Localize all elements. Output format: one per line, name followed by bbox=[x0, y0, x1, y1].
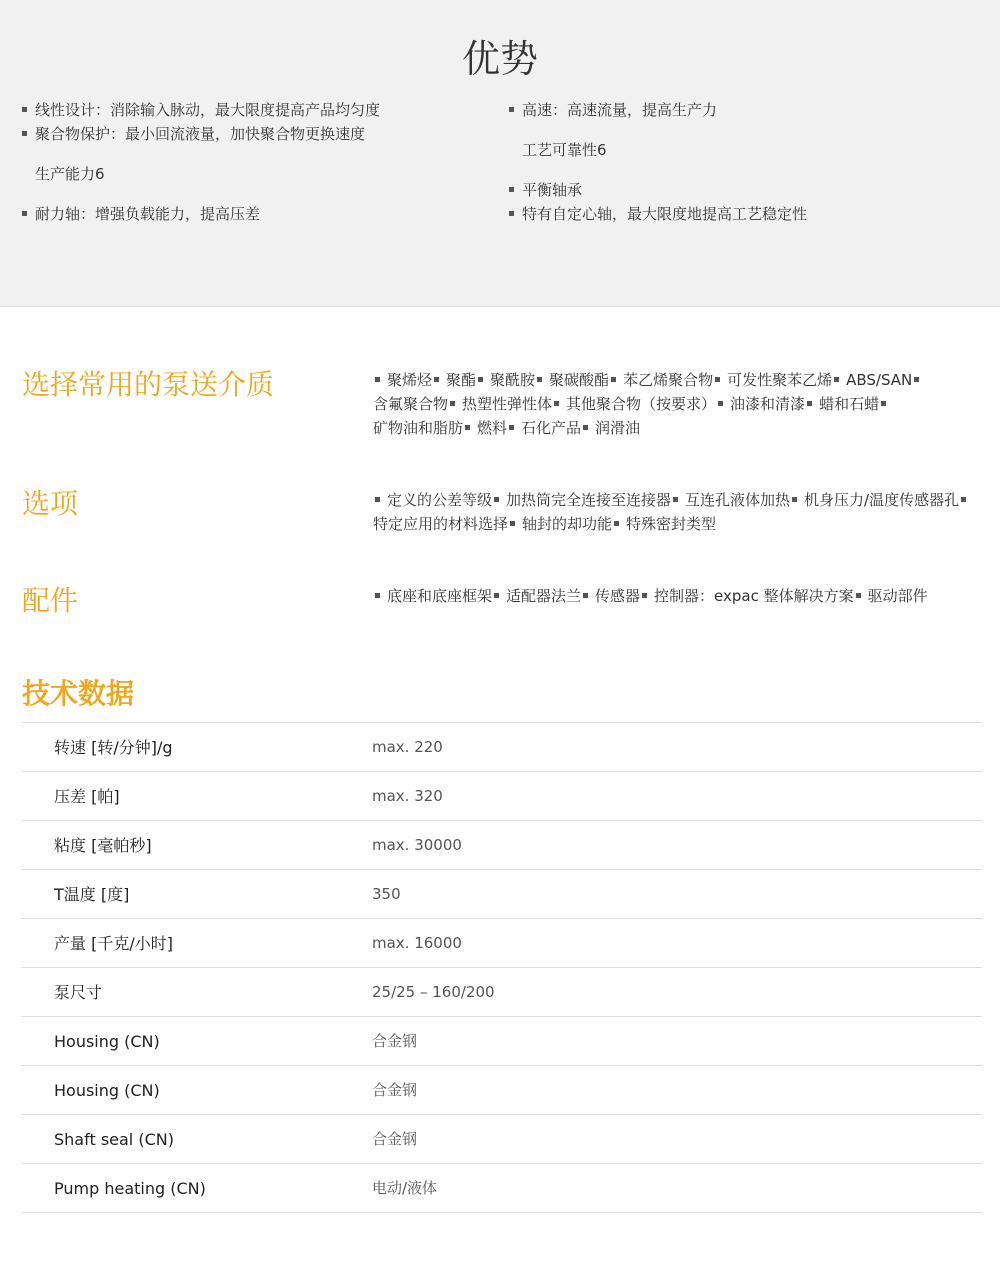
advantage-subheading: 工艺可靠性6 bbox=[522, 141, 607, 159]
bullet-square-icon bbox=[914, 377, 919, 382]
tech-value: max. 16000 bbox=[372, 934, 462, 952]
tag-item: 可发性聚苯乙烯 bbox=[727, 371, 833, 389]
tag-item: 底座和底座框架 bbox=[387, 587, 493, 605]
table-row bbox=[22, 968, 982, 1017]
table-row bbox=[22, 723, 982, 772]
accessories-tag-list bbox=[373, 584, 978, 608]
bullet-square-icon bbox=[642, 593, 647, 598]
table-row bbox=[22, 1164, 982, 1213]
tag-item: 苯乙烯聚合物 bbox=[623, 371, 714, 389]
advantage-item: 高速：高速流量，提高生产力 bbox=[509, 98, 989, 122]
options-tag-list bbox=[373, 488, 978, 536]
tech-label: 压差 [帕] bbox=[54, 787, 120, 806]
tag-item: ABS/SAN bbox=[846, 371, 913, 389]
table-row bbox=[22, 772, 982, 821]
bullet-square-icon bbox=[375, 593, 380, 598]
table-row bbox=[22, 1066, 982, 1115]
tag-item: 特定应用的材料选择 bbox=[373, 515, 509, 533]
bullet-square-icon bbox=[856, 593, 861, 598]
table-row bbox=[22, 1017, 982, 1066]
bullet-square-icon bbox=[465, 425, 470, 430]
bullet-square-icon bbox=[375, 377, 380, 382]
tag-item: 机身压力/温度传感器孔 bbox=[804, 491, 960, 509]
bullet-square-icon bbox=[554, 401, 559, 406]
tag-item: 其他聚合物（按要求） bbox=[566, 395, 717, 413]
advantage-subheading: 生产能力6 bbox=[35, 165, 105, 183]
table-row bbox=[22, 821, 982, 870]
tech-data-table bbox=[22, 722, 982, 1213]
bullet-square-icon bbox=[494, 593, 499, 598]
tag-item: 聚烯烃 bbox=[387, 371, 433, 389]
bullet-square-icon bbox=[494, 497, 499, 502]
tech-value: 合金钢 bbox=[372, 1081, 418, 1099]
bullet-square-icon bbox=[673, 497, 678, 502]
bullet-square-icon bbox=[537, 377, 542, 382]
tech-label: Housing (CN) bbox=[54, 1032, 160, 1051]
tech-value: max. 320 bbox=[372, 787, 443, 805]
tech-value: 电动/液体 bbox=[372, 1179, 438, 1197]
bullet-square-icon bbox=[614, 521, 619, 526]
tag-item: 油漆和清漆 bbox=[730, 395, 806, 413]
tag-item: 矿物油和脂肪 bbox=[373, 419, 464, 437]
tech-value: 合金钢 bbox=[372, 1032, 418, 1050]
tag-item: 特殊密封类型 bbox=[626, 515, 717, 533]
advantage-item: 平衡轴承 bbox=[509, 178, 989, 202]
tag-item: 互连孔液体加热 bbox=[685, 491, 791, 509]
tech-label: 转速 [转/分钟]/g bbox=[54, 738, 173, 757]
table-row bbox=[22, 919, 982, 968]
media-tag-list bbox=[373, 368, 978, 440]
tag-item: 驱动部件 bbox=[867, 587, 928, 605]
tag-item: 聚酯 bbox=[446, 371, 477, 389]
tag-item: 加热筒完全连接至连接器 bbox=[506, 491, 672, 509]
tag-item: 燃料 bbox=[477, 419, 508, 437]
advantages-panel bbox=[0, 0, 1000, 307]
bullet-square-icon bbox=[611, 377, 616, 382]
tag-item: 轴封的却功能 bbox=[522, 515, 613, 533]
tech-value: 合金钢 bbox=[372, 1130, 418, 1148]
bullet-square-icon bbox=[792, 497, 797, 502]
tech-label: T温度 [度] bbox=[54, 885, 130, 904]
bullet-square-icon bbox=[434, 377, 439, 382]
bullet-square-icon bbox=[718, 401, 723, 406]
tag-item: 适配器法兰 bbox=[506, 587, 582, 605]
media-section-title: 选择常用的泵送介质 bbox=[22, 368, 275, 401]
bullet-square-icon bbox=[450, 401, 455, 406]
advantages-left-list bbox=[22, 98, 492, 226]
tag-item: 聚碳酸酯 bbox=[549, 371, 610, 389]
tech-label: 粘度 [毫帕秒] bbox=[54, 836, 152, 855]
bullet-square-icon bbox=[510, 521, 515, 526]
advantages-title: 优势 bbox=[461, 37, 538, 81]
tag-item: 含氟聚合物 bbox=[373, 395, 449, 413]
tag-item: 石化产品 bbox=[521, 419, 582, 437]
advantage-item: 聚合物保护：最小回流液量，加快聚合物更换速度 bbox=[22, 122, 492, 146]
bullet-square-icon bbox=[961, 497, 966, 502]
tech-section-title: 技术数据 bbox=[22, 677, 135, 710]
tech-label: 产量 [千克/小时] bbox=[54, 934, 173, 953]
tag-item: 定义的公差等级 bbox=[387, 491, 493, 509]
tech-value: 25/25 – 160/200 bbox=[372, 983, 495, 1001]
advantages-right-list bbox=[509, 98, 989, 226]
bullet-square-icon bbox=[715, 377, 720, 382]
table-row bbox=[22, 1115, 982, 1164]
bullet-square-icon bbox=[807, 401, 812, 406]
advantage-item: 线性设计：消除输入脉动，最大限度提高产品均匀度 bbox=[22, 98, 492, 122]
tag-item: 传感器 bbox=[595, 587, 641, 605]
tech-label: 泵尺寸 bbox=[54, 983, 103, 1002]
tag-item: 热塑性弹性体 bbox=[462, 395, 553, 413]
tech-value: max. 30000 bbox=[372, 836, 462, 854]
tag-item: 润滑油 bbox=[595, 419, 641, 437]
bullet-square-icon bbox=[881, 401, 886, 406]
tech-label: Pump heating (CN) bbox=[54, 1179, 206, 1198]
tech-value: max. 220 bbox=[372, 738, 443, 756]
tech-label: Shaft seal (CN) bbox=[54, 1130, 174, 1149]
tech-value: 350 bbox=[372, 885, 401, 903]
advantage-item: 特有自定心轴，最大限度地提高工艺稳定性 bbox=[509, 202, 989, 226]
bullet-square-icon bbox=[478, 377, 483, 382]
tag-item: 控制器：expac 整体解决方案 bbox=[654, 587, 854, 605]
bullet-square-icon bbox=[583, 593, 588, 598]
options-section-title: 选项 bbox=[22, 487, 79, 520]
bullet-square-icon bbox=[375, 497, 380, 502]
table-row bbox=[22, 870, 982, 919]
tag-item: 蜡和石蜡 bbox=[819, 395, 880, 413]
bullet-square-icon bbox=[834, 377, 839, 382]
bullet-square-icon bbox=[509, 425, 514, 430]
tech-label: Housing (CN) bbox=[54, 1081, 160, 1100]
accessories-section-title: 配件 bbox=[22, 584, 79, 617]
tag-item: 聚酰胺 bbox=[490, 371, 536, 389]
advantage-item: 耐力轴：增强负载能力，提高压差 bbox=[22, 202, 492, 226]
bullet-square-icon bbox=[583, 425, 588, 430]
